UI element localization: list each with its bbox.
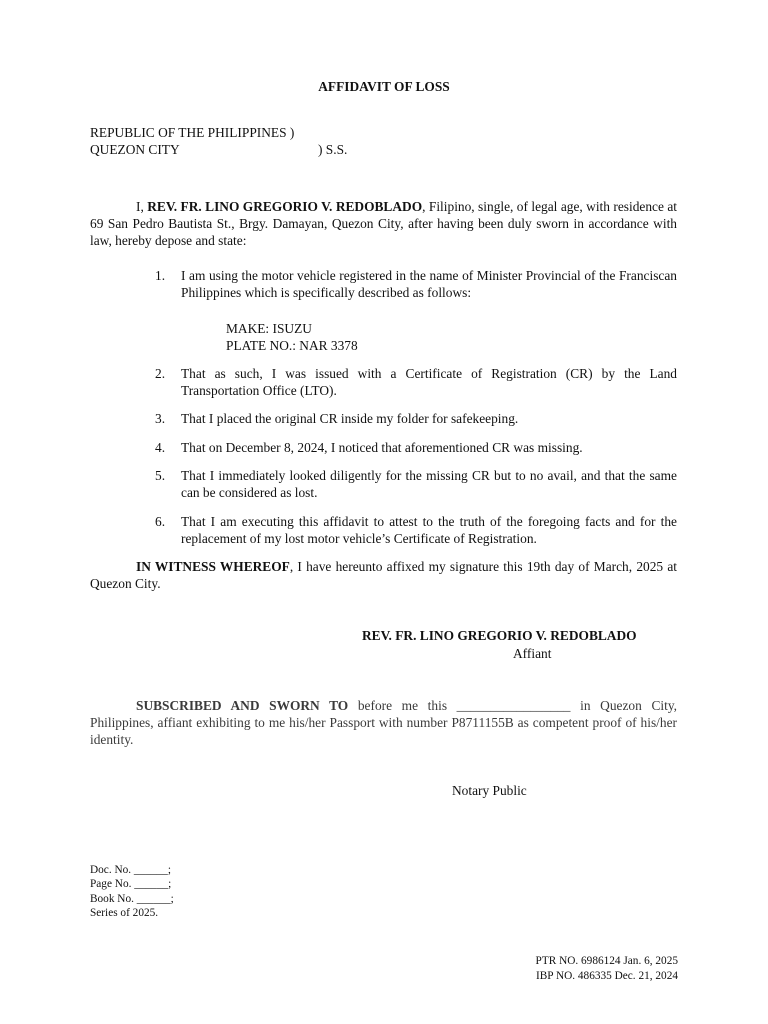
list-item-number: 5. xyxy=(155,468,166,483)
docket-book-no: Book No. ______; xyxy=(90,893,174,905)
footer-ibp: IBP NO. 486335 Dec. 21, 2024 xyxy=(535,970,678,982)
list-item-text: I am using the motor vehicle registered in the name of Minister Provincial of the Franciscan Philippines which is specifically described as follows: xyxy=(181,268,677,300)
list-item-text: That I placed the original CR inside my folder for safekeeping. xyxy=(181,411,519,426)
list-item xyxy=(155,410,677,427)
jurat-text: before me this _________________ in Quezon City, Philippines, affiant exhibiting to me his/her Passport with number P8711155B as competent proof of his/her identity. xyxy=(90,698,677,747)
docket-series: Series of 2025. xyxy=(90,907,159,919)
vehicle-plate: PLATE NO.: NAR 3378 xyxy=(226,338,358,353)
document-title: AFFIDAVIT OF LOSS xyxy=(318,79,450,94)
list-item-text: That I am executing this affidavit to attest to the truth of the foregoing facts and for the replacement of my lost motor vehicle’s Certificate of Registration. xyxy=(181,514,677,546)
witness-heading: IN WITNESS WHEREOF xyxy=(136,559,290,574)
affiant-name-inline: REV. FR. LINO GREGORIO V. REDOBLADO xyxy=(147,199,423,214)
list-item xyxy=(155,439,677,456)
list-item-text: That on December 8, 2024, I noticed that aforementioned CR was missing. xyxy=(181,440,583,455)
list-item xyxy=(155,513,677,547)
list-item-number: 6. xyxy=(155,514,166,529)
list-item-text: That as such, I was issued with a Certificate of Registration (CR) by the Land Transportation Office (LTO). xyxy=(181,366,677,398)
affiant-signature-name: REV. FR. LINO GREGORIO V. REDOBLADO xyxy=(362,628,637,643)
list-item xyxy=(155,467,677,501)
notary-public-label: Notary Public xyxy=(452,783,527,798)
list-item-number: 3. xyxy=(155,411,166,426)
docket-doc-no: Doc. No. ______; xyxy=(90,864,171,876)
list-item-number: 2. xyxy=(155,366,166,381)
vehicle-make: MAKE: ISUZU xyxy=(226,321,312,336)
affiant-label: Affiant xyxy=(513,646,552,661)
intro-paragraph xyxy=(90,198,677,249)
witness-paragraph xyxy=(90,558,677,592)
list-item-number: 1. xyxy=(155,268,166,283)
list-item xyxy=(155,365,677,399)
intro-prefix: I, xyxy=(136,199,148,214)
docket-page-no: Page No. ______; xyxy=(90,878,172,890)
intro-text: , Filipino, single, of legal age, with residence at 69 San Pedro Bautista St., Brgy. Damayan, Quezon City, after having been duly sworn in accordance with law, hereby depose and state: xyxy=(90,199,678,248)
jurat-heading: SUBSCRIBED AND SWORN TO xyxy=(136,698,349,713)
venue-line-city: QUEZON CITY xyxy=(90,142,180,157)
list-item-text: That I immediately looked diligently for the missing CR but to no avail, and that the same can be considered as lost. xyxy=(181,468,677,500)
venue-line-republic: REPUBLIC OF THE PHILIPPINES ) xyxy=(90,125,295,140)
footer-ptr: PTR NO. 6986124 Jan. 6, 2025 xyxy=(535,955,678,967)
list-item-number: 4. xyxy=(155,440,166,455)
jurat-paragraph xyxy=(90,697,677,748)
venue-ss: ) S.S. xyxy=(318,142,348,157)
list-item xyxy=(155,267,677,301)
witness-text: , I have hereunto affixed my signature this 19th day of March, 2025 at Quezon City. xyxy=(90,559,678,591)
